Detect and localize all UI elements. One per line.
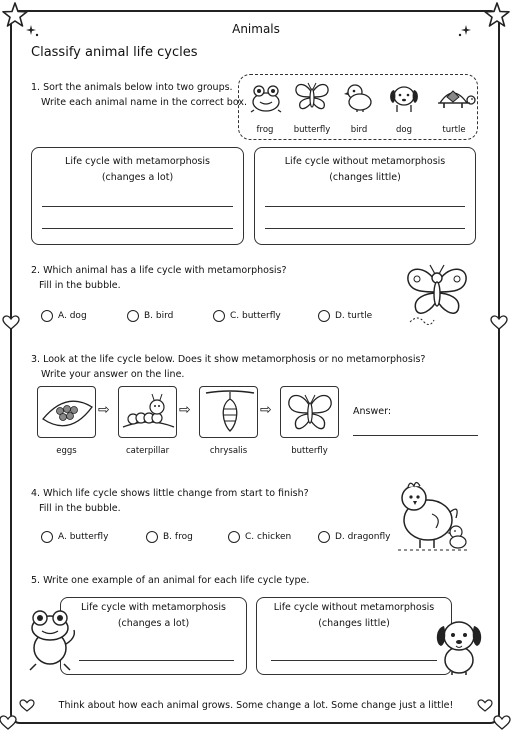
option-label: D. dragonfly bbox=[335, 532, 391, 542]
option-label: A. dog bbox=[58, 311, 87, 321]
frog-icon bbox=[249, 81, 283, 113]
heart-icon bbox=[494, 716, 510, 730]
q4-line1: 4. Which life cycle shows little change from start to finish? bbox=[31, 488, 309, 499]
chrysalis-icon bbox=[200, 387, 259, 439]
option-label: C. butterfly bbox=[230, 311, 281, 321]
q3-line1: 3. Look at the life cycle below. Does it show metamorphosis or no metamorphosis? bbox=[31, 354, 426, 365]
dog-icon bbox=[432, 614, 486, 676]
writing-line[interactable] bbox=[79, 660, 234, 661]
box-heading-line: (changes a lot) bbox=[117, 618, 190, 629]
stage-caterpillar-box bbox=[118, 386, 177, 438]
answer-label: Answer: bbox=[353, 406, 392, 417]
stage-label: eggs bbox=[56, 446, 77, 456]
writing-line[interactable] bbox=[42, 228, 233, 229]
stage-eggs-box bbox=[37, 386, 96, 438]
metamorphosis-box bbox=[31, 147, 244, 245]
box-heading-line: Life cycle without metamorphosis bbox=[284, 156, 446, 167]
arrow-right-icon: ⇨ bbox=[260, 402, 272, 418]
box-heading-line: Life cycle with metamorphosis bbox=[65, 156, 210, 167]
animal-label: turtle bbox=[442, 125, 466, 135]
q1-prompt bbox=[31, 80, 247, 110]
q5-metamorphosis-box bbox=[60, 597, 247, 675]
animal-label: butterfly bbox=[293, 125, 331, 135]
q4-option-d[interactable] bbox=[318, 531, 391, 543]
box-heading-line: (changes a lot) bbox=[101, 172, 174, 183]
stage-chrysalis-box bbox=[199, 386, 258, 438]
q4-option-a[interactable] bbox=[41, 531, 108, 543]
answer-bubble[interactable] bbox=[213, 310, 225, 322]
bird-icon bbox=[343, 81, 375, 113]
answer-bubble[interactable] bbox=[146, 531, 158, 543]
butterfly-icon bbox=[281, 387, 340, 439]
writing-line[interactable] bbox=[271, 660, 437, 661]
heart-icon bbox=[0, 716, 16, 730]
answer-bubble[interactable] bbox=[41, 310, 53, 322]
stage-label: chrysalis bbox=[209, 446, 248, 456]
arrow-right-icon: ⇨ bbox=[179, 402, 191, 418]
heart-icon bbox=[491, 316, 507, 330]
chicken-icon bbox=[392, 474, 472, 556]
worksheet-subtitle: Classify animal life cycles bbox=[31, 45, 198, 60]
answer-bubble[interactable] bbox=[228, 531, 240, 543]
writing-line[interactable] bbox=[265, 228, 465, 229]
q4-prompt bbox=[31, 486, 309, 516]
dog-icon bbox=[387, 81, 421, 113]
page-title: Animals bbox=[232, 22, 280, 36]
q3-prompt bbox=[31, 352, 425, 382]
answer-bubble[interactable] bbox=[127, 310, 139, 322]
q2-prompt bbox=[31, 263, 287, 293]
q4-option-c[interactable] bbox=[228, 531, 291, 543]
option-label: C. chicken bbox=[245, 532, 292, 542]
q2-option-a[interactable] bbox=[41, 310, 87, 322]
animal-label: frog bbox=[256, 125, 274, 135]
writing-line[interactable] bbox=[42, 206, 233, 207]
answer-bubble[interactable] bbox=[41, 531, 53, 543]
animal-label: dog bbox=[396, 125, 412, 135]
option-label: A. butterfly bbox=[58, 532, 109, 542]
eggs-icon bbox=[38, 387, 97, 439]
option-label: B. frog bbox=[163, 532, 193, 542]
q1-line2: Write each animal name in the correct box. bbox=[41, 97, 247, 108]
footer-tip: Think about how each animal grows. Some change a lot. Some change just a little! bbox=[58, 700, 454, 711]
q4-line2: Fill in the bubble. bbox=[39, 503, 121, 514]
q2-option-d[interactable] bbox=[318, 310, 372, 322]
q2-line2: Fill in the bubble. bbox=[39, 280, 121, 291]
box-heading bbox=[61, 600, 246, 632]
caterpillar-icon bbox=[119, 387, 178, 439]
box-heading-line: Life cycle with metamorphosis bbox=[81, 602, 226, 613]
q2-option-c[interactable] bbox=[213, 310, 281, 322]
box-heading-line: (changes little) bbox=[329, 172, 401, 183]
answer-bubble[interactable] bbox=[318, 310, 330, 322]
frog-icon bbox=[22, 608, 80, 672]
answer-bubble[interactable] bbox=[318, 531, 330, 543]
box-heading-line: Life cycle without metamorphosis bbox=[273, 602, 435, 613]
writing-line[interactable] bbox=[265, 206, 465, 207]
stage-label: caterpillar bbox=[125, 446, 170, 456]
option-label: B. bird bbox=[144, 311, 174, 321]
butterfly-icon bbox=[402, 262, 472, 328]
no-metamorphosis-box bbox=[254, 147, 476, 245]
stage-label: butterfly bbox=[291, 446, 328, 456]
box-heading bbox=[32, 154, 243, 186]
turtle-icon bbox=[435, 83, 475, 111]
arrow-right-icon: ⇨ bbox=[98, 402, 110, 418]
option-label: D. turtle bbox=[335, 311, 373, 321]
q5-prompt: 5. Write one example of an animal for each life cycle type. bbox=[31, 575, 310, 586]
box-heading-line: (changes little) bbox=[318, 618, 390, 629]
q2-line1: 2. Which animal has a life cycle with metamorphosis? bbox=[31, 265, 287, 276]
answer-line[interactable] bbox=[353, 435, 478, 436]
heart-icon bbox=[3, 316, 19, 330]
box-heading bbox=[257, 600, 451, 632]
stage-butterfly-box bbox=[280, 386, 339, 438]
box-heading bbox=[255, 154, 475, 186]
q5-no-metamorphosis-box bbox=[256, 597, 452, 675]
animal-label: bird bbox=[350, 125, 368, 135]
q4-option-b[interactable] bbox=[146, 531, 193, 543]
q2-option-b[interactable] bbox=[127, 310, 173, 322]
q1-line1: 1. Sort the animals below into two groups. bbox=[31, 82, 233, 93]
animal-bank bbox=[238, 74, 478, 140]
q3-line2: Write your answer on the line. bbox=[41, 369, 185, 380]
butterfly-icon bbox=[293, 81, 331, 113]
